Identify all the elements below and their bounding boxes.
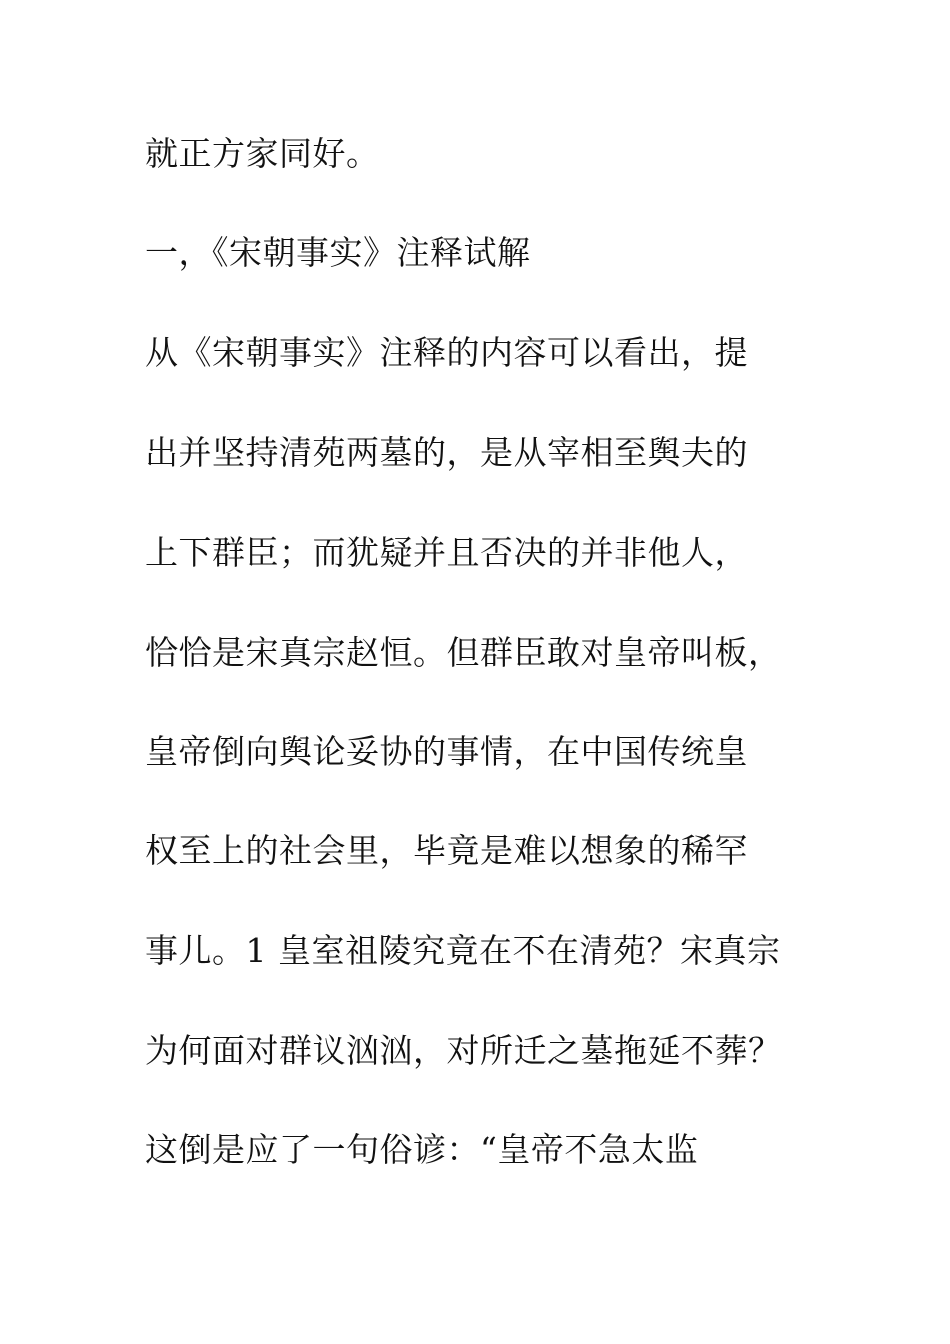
text-line-11: 这倒是应了一句俗谚：“皇帝不急太监 [145,1130,699,1169]
text-line-8: 权至上的社会里，毕竟是难以想象的稀罕 [145,831,748,870]
text-line-3: 从《宋朝事实》注释的内容可以看出，提 [145,333,748,372]
text-line-5: 上下群臣；而犹疑并且否决的并非他人， [145,533,748,572]
text-line-9: 事儿。1 皇室祖陵究竟在不在清苑？宋真宗 [145,931,781,970]
section-heading: 一，《宋朝事实》注释试解 [145,233,531,272]
text-line-1: 就正方家同好。 [145,134,380,173]
text-line-10: 为何面对群议汹汹，对所迁之墓拖延不葬？ [145,1031,782,1070]
text-line-4: 出并坚持清苑两墓的，是从宰相至舆夫的 [145,433,748,472]
text-line-7: 皇帝倒向舆论妥协的事情，在中国传统皇 [145,732,748,771]
text-line-6: 恰恰是宋真宗赵恒。但群臣敢对皇帝叫板， [145,633,782,672]
